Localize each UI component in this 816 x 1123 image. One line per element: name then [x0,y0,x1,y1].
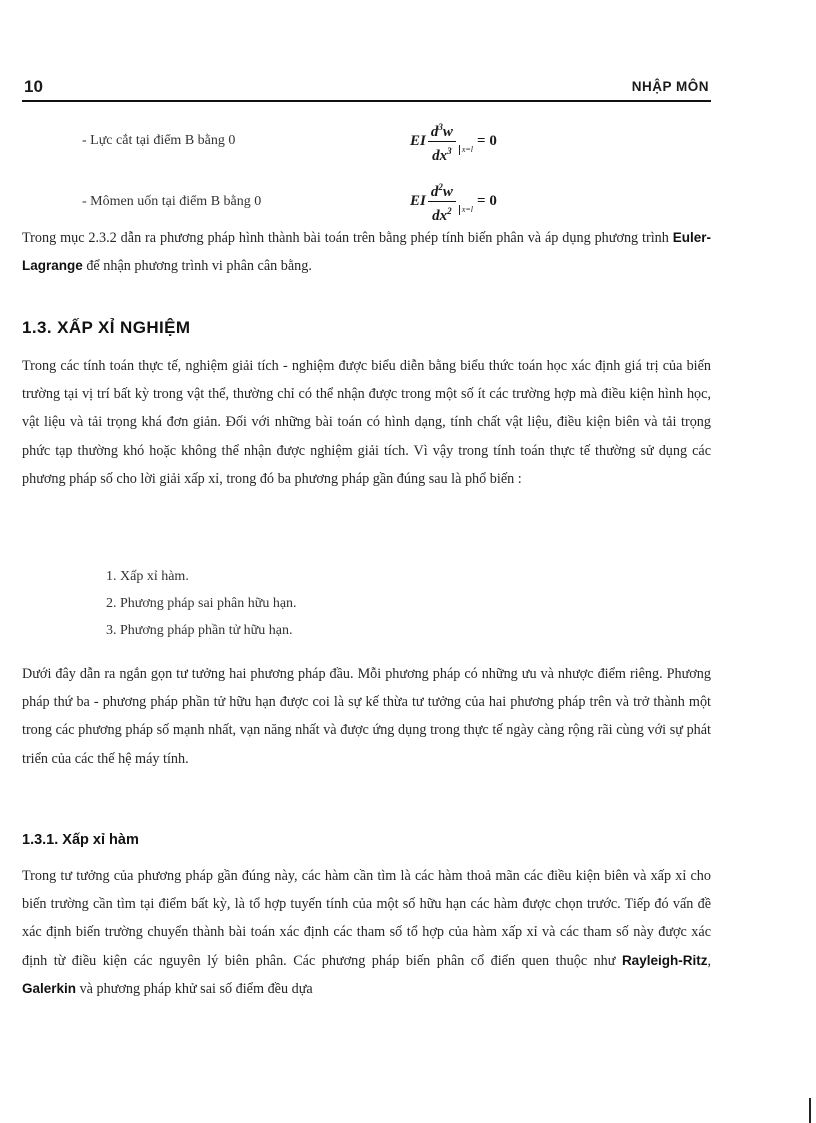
paragraph-euler-lagrange: Trong mục 2.3.2 dẫn ra phương pháp hình thành bài toán trên bằng phép tính biến phân và áp dụng phương trình Euler-Lagrange để nhận phương trình vi phân cân bằng. [22,230,711,275]
condition-shear-label: - Lực cắt tại điểm B bằng 0 [82,133,236,148]
method-list [106,566,297,647]
section-heading: 1.3. XẤP XỈ NGHIỆM [22,318,191,337]
paragraph-analytic-solution: Trong các tính toán thực tế, nghiệm giải tích - nghiệm được biểu diễn bằng biểu thức toán học xác định giá trị của biến trường tại vị trí bất kỳ trong vật thể, thường chỉ có thể nhận được trong một số ít các trường hợp mà điều kiện hình học, vật liệu và tải trọng khá đơn giản. Đối với những bài toán có hình dạng, tính chất vật liệu, điều kiện biên và tải trọng phức tạp thường khó hoặc không thể nhận được nghiệm giải tích. Vì vậy trong tính toán thực tế thường sử dụng các phương pháp số cho lời giải xấp xỉ, trong đó ba phương pháp gần đúng sau là phổ biến : [22,358,711,487]
equation-fraction [428,178,456,225]
equation-rhs: = 0 [477,133,497,149]
equation-shear [410,118,497,165]
term-galerkin: Galerkin [22,980,77,996]
page-number: 10 [24,77,43,96]
page-header [22,77,711,102]
fraction-denominator: $dx^2$ [432,206,452,224]
term-rayleigh-ritz: Rayleigh-Ritz [621,952,708,968]
equation-rhs: = 0 [477,193,497,209]
paragraph-function-approximation: Trong tư tưởng của phương pháp gần đúng này, các hàm cần tìm là các hàm thoả mãn các điều kiện biên và xấp xỉ cho biến trường cần tìm tại điểm bất kỳ, là tổ hợp tuyến tính của một số hữu hạn các hàm được chọn trước. Tiếp đó vấn đề xác định biến trường chuyển thành bài toán xác định các tham số tổ hợp của hàm xấp xỉ và các tham số này được xác định từ điều kiện các nguyên lý biên phân. Các phương pháp biến phân cổ điển quen thuộc như Rayleigh-Ritz, Galerkin và phương pháp khử sai số điểm đều dựa [22,868,711,997]
subsection-heading: 1.3.1. Xấp xỉ hàm [22,832,139,848]
equation-lhs: EI [410,193,426,209]
list-item: 1. Xấp xỉ hàm. [106,569,189,584]
fraction-numerator: $d^3w$ [428,118,456,142]
paragraph-methods-overview: Dưới đây dẫn ra ngắn gọn tư tưởng hai phương pháp đầu. Mỗi phương pháp có những ưu và nhược điểm riêng. Phương pháp thứ ba - phương pháp phần tử hữu hạn được coi là sự kế thừa tư tưởng của hai phương pháp trên và trở thành một trong các phương pháp số mạnh nhất, vạn năng nhất và được ứng dụng trong thực tế ngày càng rộng rãi cùng với sự phát triển của các thế hệ máy tính. [22,666,711,767]
fraction-denominator: $dx^3$ [432,146,452,164]
chapter-title: NHẬP MÔN [631,79,709,94]
equation-subscript: x=l [459,145,473,155]
equation-lhs: EI [410,133,426,149]
equation-fraction [428,118,456,165]
fraction-numerator: $d^2w$ [428,178,456,202]
term-euler-lagrange: Euler-Lagrange [22,230,711,274]
list-item: 3. Phương pháp phần tử hữu hạn. [106,623,293,638]
condition-moment-label: - Mômen uốn tại điểm B bằng 0 [82,194,262,209]
equation-moment [410,178,497,225]
list-item: 2. Phương pháp sai phân hữu hạn. [106,596,297,611]
equation-subscript: x=l [459,205,473,215]
scan-edge-mark [809,1098,811,1123]
